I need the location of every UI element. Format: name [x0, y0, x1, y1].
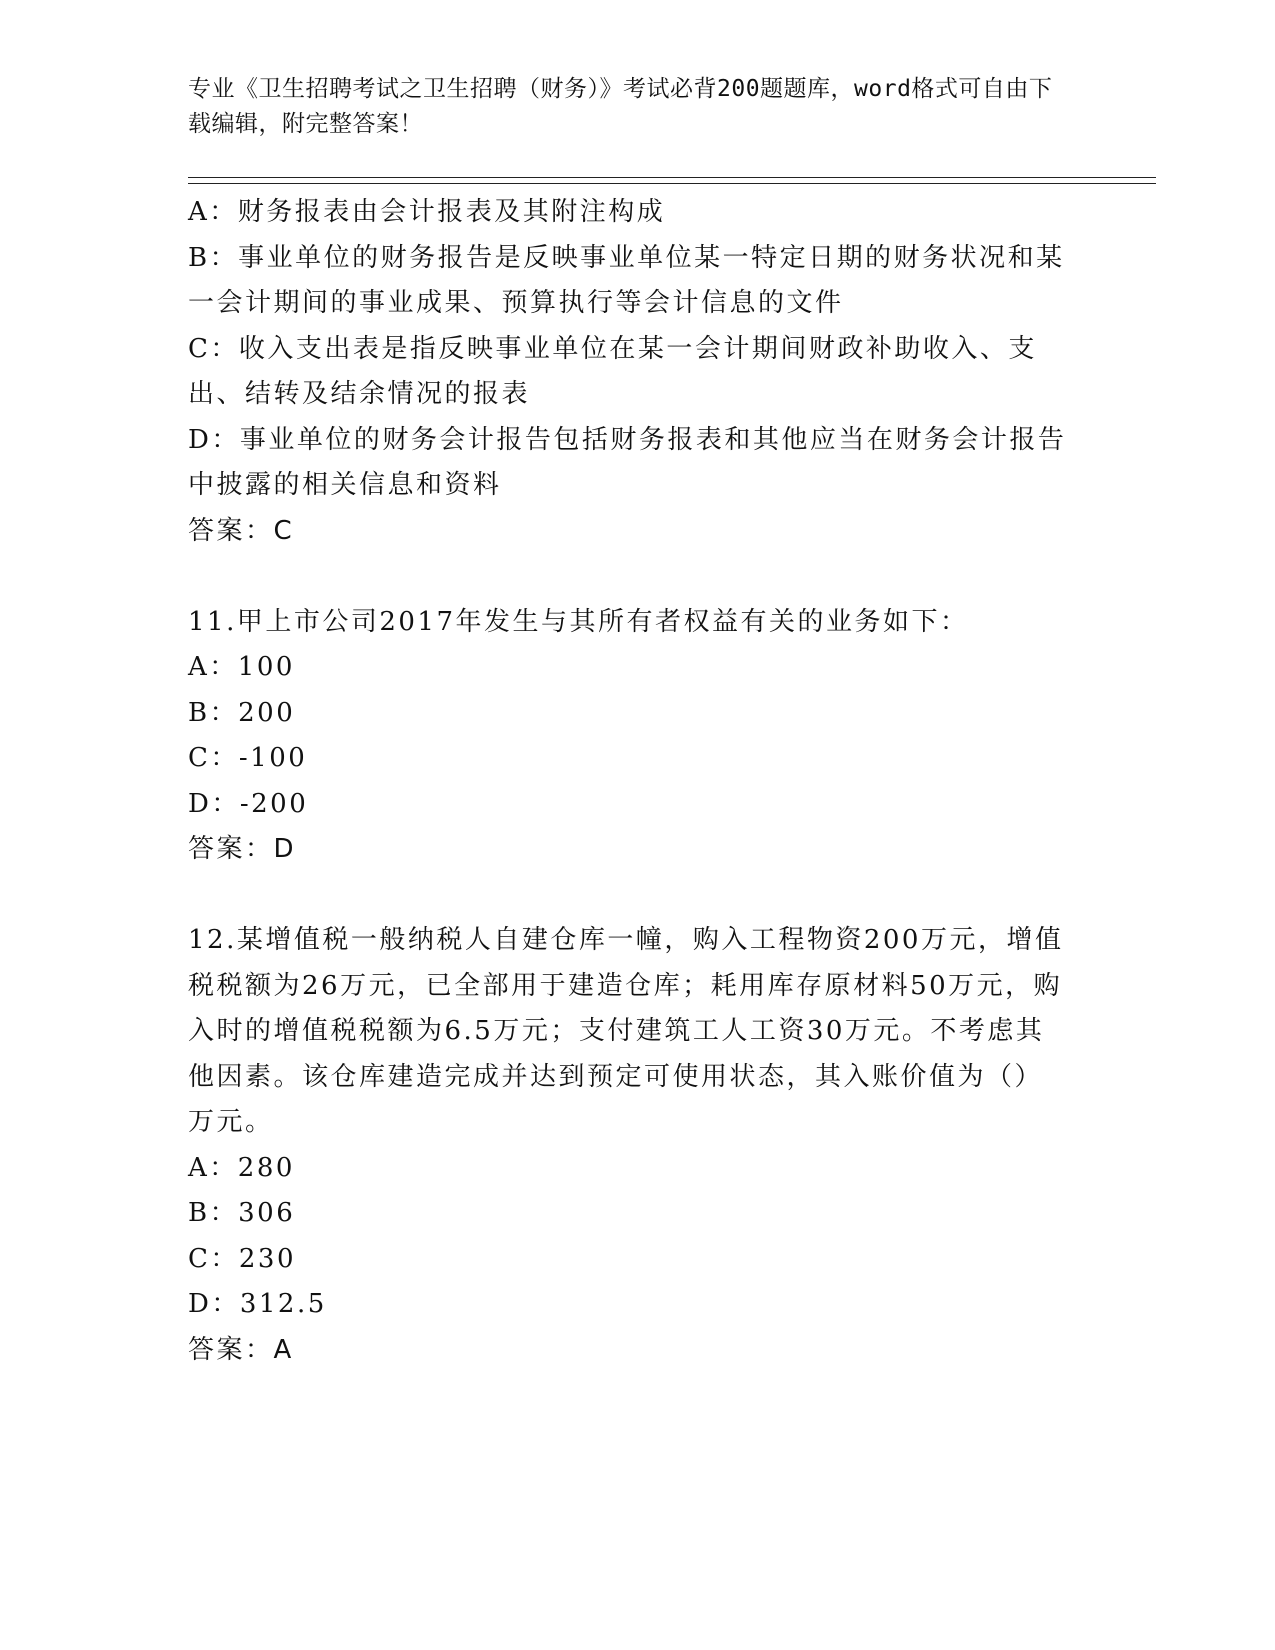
option-b: B：事业单位的财务报告是反映事业单位某一特定日期的财务状况和某一会计期间的事业成果、预算执行等会计信息的文件 [188, 242, 1065, 318]
answer-label: 答案：D [188, 834, 297, 864]
header-divider-bottom [188, 183, 1156, 184]
option-a: A：100 [188, 652, 295, 682]
option-c: C：收入支出表是指反映事业单位在某一会计期间财政补助收入、支出、结转及结余情况的报表 [188, 333, 1037, 409]
question-list [188, 190, 1068, 1373]
option-c: C：-100 [188, 743, 308, 773]
answer-label: 答案：C [188, 515, 295, 546]
option-c: C：230 [188, 1243, 297, 1274]
option-d: D：-200 [188, 788, 309, 819]
question-block-12 [188, 918, 1068, 1373]
option-a: A：财务报表由会计报表及其附注构成 [188, 197, 666, 227]
answer-label: 答案：A [188, 1334, 294, 1365]
option-d: D：312.5 [188, 1289, 327, 1319]
header-divider-top [188, 177, 1156, 178]
option-d: D：事业单位的财务会计报告包括财务报表和其他应当在财务会计报告中披露的相关信息和资料 [188, 424, 1067, 500]
spacer [188, 554, 1068, 600]
question-text: 12.某增值税一般纳税人自建仓库一幢，购入工程物资200万元，增值税税额为26万元，已全部用于建造仓库；耗用库存原材料50万元，购入时的增值税税额为6.5万元；支付建筑工人工资30万元。不考虑其他因素。该仓库建造完成并达到预定可使用状态，其入账价值为（）万元。 [188, 925, 1064, 1137]
question-block-11 [188, 600, 1068, 873]
document-header: 专业《卫生招聘考试之卫生招聘（财务）》考试必背200题题库，word格式可自由下载编辑，附完整答案！ [188, 76, 1053, 137]
question-text: 11.甲上市公司2017年发生与其所有者权益有关的业务如下： [188, 606, 969, 637]
option-a: A：280 [188, 1152, 295, 1183]
spacer [188, 873, 1068, 919]
question-block-10 [188, 190, 1068, 554]
option-b: B：306 [188, 1198, 296, 1228]
option-b: B：200 [188, 697, 296, 728]
